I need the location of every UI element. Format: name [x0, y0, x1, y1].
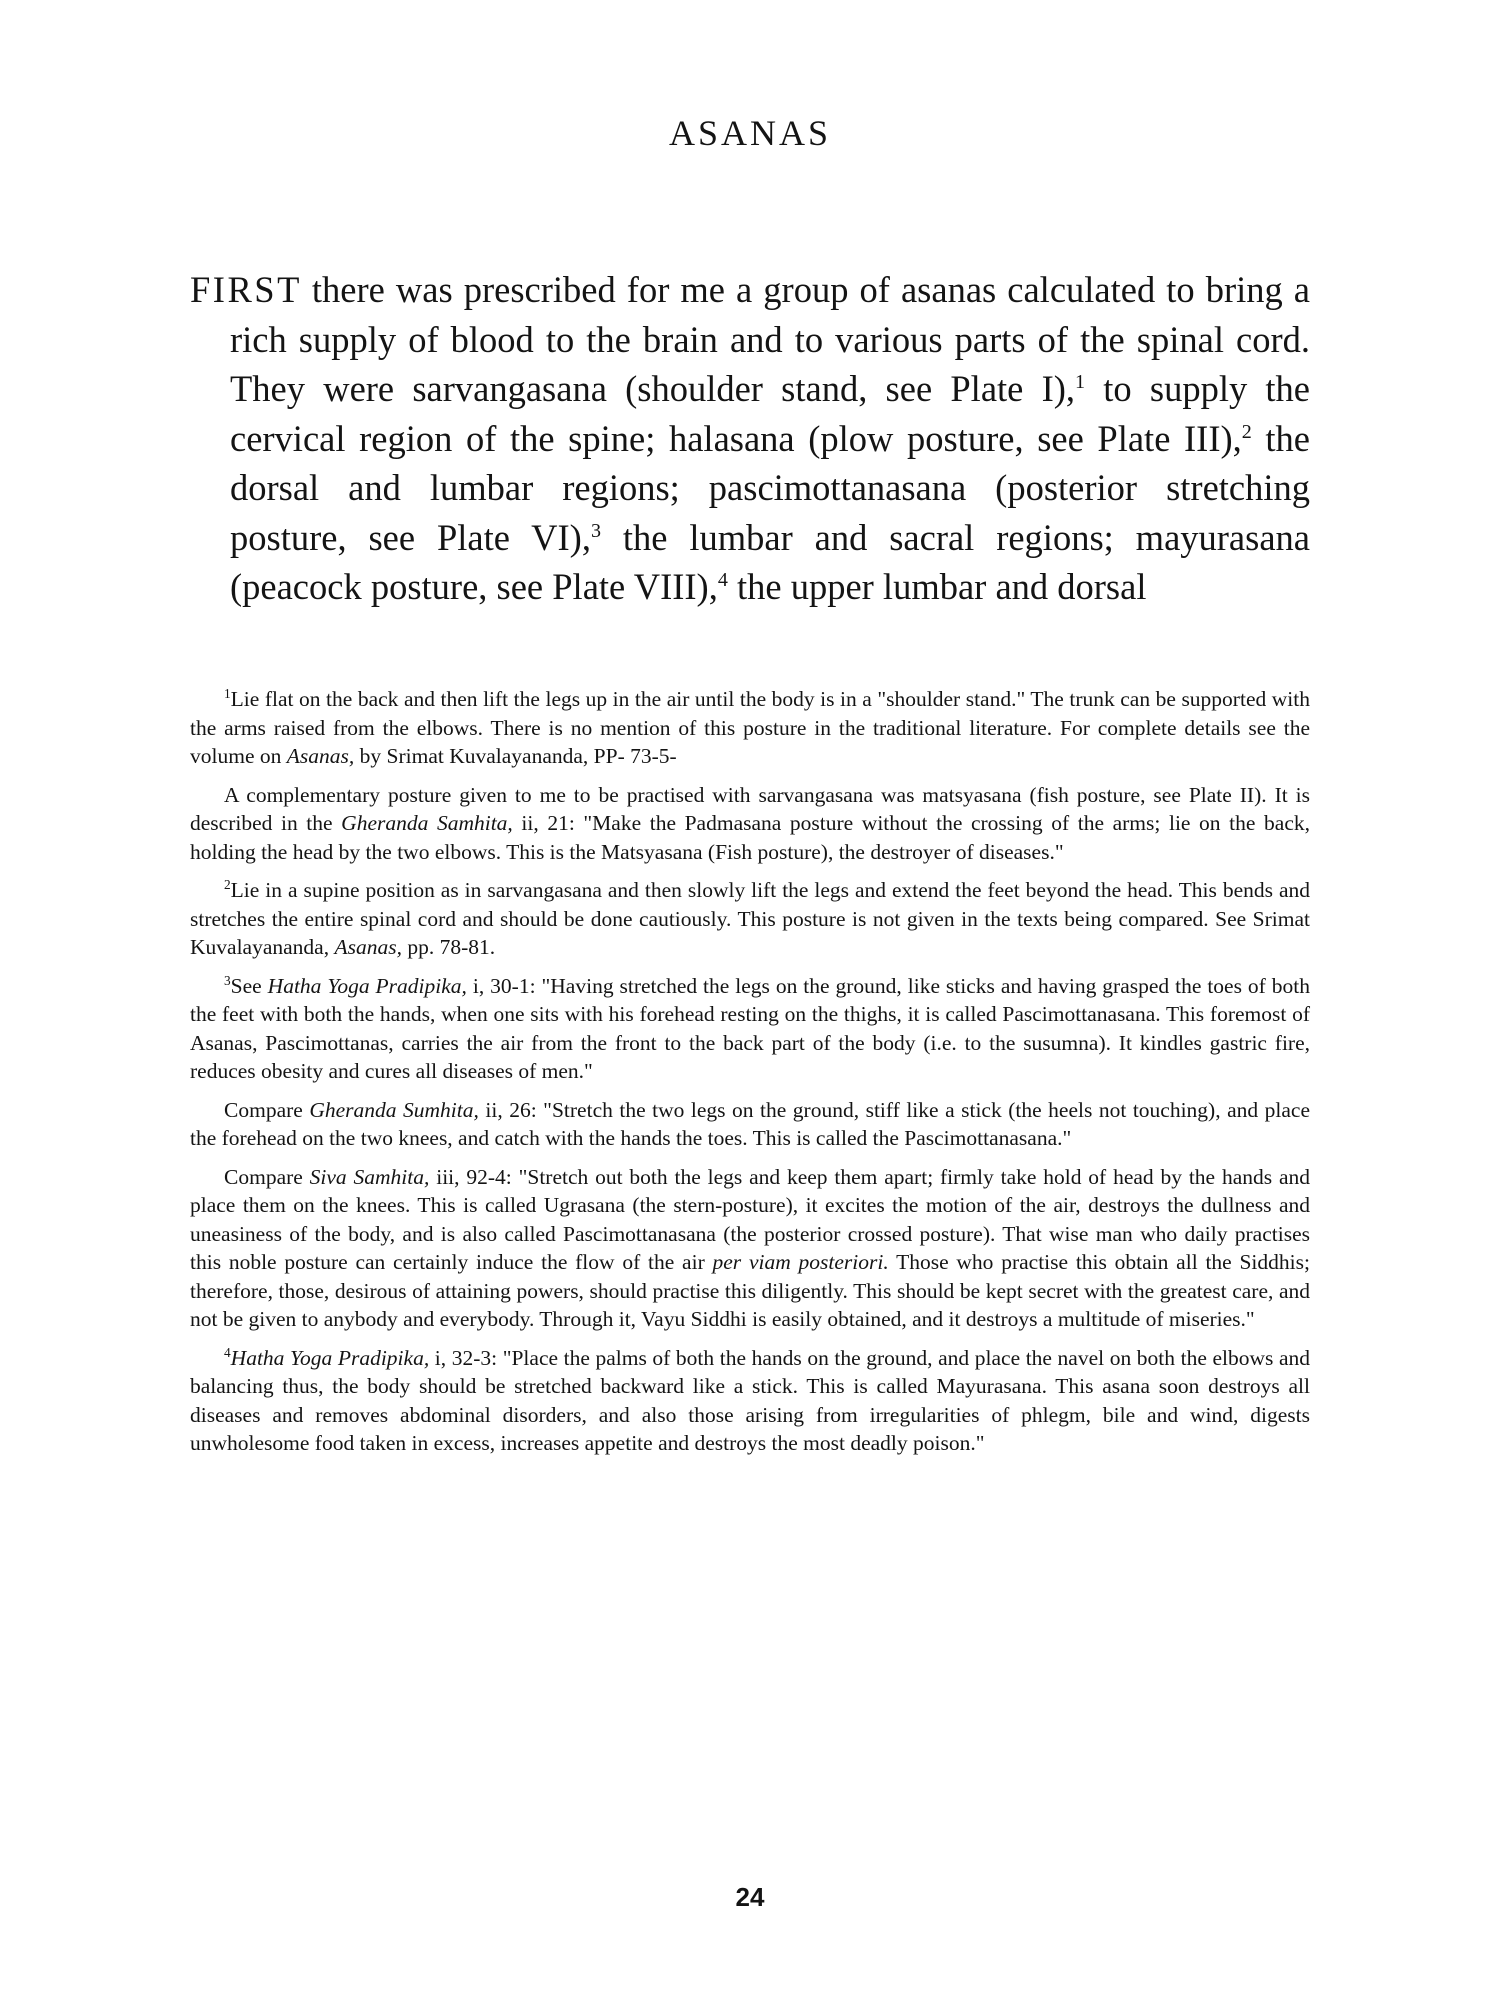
text-run: the dorsal and lumbar regions; pascimottanasana (posterior stretching posture, see Plate VI),: [230, 417, 1310, 558]
footnote-title: Gheranda Sumhita,: [309, 1097, 479, 1122]
footnote-text: ii, 21: "Make the Padmasana posture without the crossing of the arms; lie on the back, holding the head by the two elbows. This is the Matsyasana (Fish posture), the destroyer of diseases.": [190, 811, 1310, 864]
footnote-text: ii, 26: "Stretch the two legs on the ground, stiff like a stick (the heels not touching), and place the forehead on the two knees, and catch with the hands the toes. This is called the Pascimottanasana.": [190, 1097, 1310, 1150]
footnote-text: iii, 92-4: "Stretch out both the legs and keep them apart; firmly take hold of head by the hands and place them on the knees. This is called Ugrasana (the stern-posture), it excites the motion of the air, destroys the dullness and uneasiness of the body, and is also called Pascimottanasana (the posterior crossed posture). That wise man who daily practises this noble posture can certainly induce the flow of the air: [190, 1164, 1310, 1274]
footnote-mark: 2: [224, 876, 231, 892]
footnote-2: [190, 876, 1310, 962]
footnote-mark: 3: [224, 972, 231, 988]
footnote-title: Siva Samhita,: [309, 1164, 430, 1189]
footnote-title: Asanas,: [334, 935, 402, 959]
footnote-1-continued: [190, 781, 1310, 867]
footnote-text: by Srimat Kuvalayananda, PP- 73-5-: [354, 744, 677, 768]
footnote-text: Compare: [224, 1164, 310, 1189]
footnote-title: Hatha Yoga Pradipika,: [267, 973, 467, 998]
text-run: to supply the cervical region of the spine; halasana (plow posture, see Plate III),: [230, 368, 1311, 459]
footnote-ref: 3: [590, 519, 601, 542]
footnote-title: Gheranda Samhita,: [341, 811, 513, 835]
footnote-latin: per viam posteriori.: [712, 1250, 889, 1274]
text-run: the upper lumbar and dorsal: [727, 566, 1147, 607]
footnote-text: Those who practise this obtain all the Siddhis; therefore, those, desirous of attaining powers, should practise this diligently. This should be kept secret with the greatest care, and not be given to anybody and everybody. Through it, Vayu Siddhi is easily obtained, and it destroys a multitude of miseries.": [190, 1250, 1310, 1331]
footnotes: [190, 685, 1310, 1468]
paragraph-text: [190, 265, 1310, 612]
footnote-text: i, 30-1: "Having stretched the legs on the ground, like sticks and having grasped the toes of both the feet with both the hands, when one sits with his forehead resting on the thighs, it is called Pascimottanasana. This foremost of Asanas, Pascimottanas, carries the air from the front to the back part of the body (i.e. to the susumna). It kindles gastric fire, reduces obesity and cures all diseases of men.": [190, 973, 1310, 1083]
chapter-heading: ASANAS: [668, 113, 832, 153]
footnote-ref: 2: [1241, 420, 1252, 443]
footnote-ref: 1: [1075, 370, 1086, 393]
footnote-mark: 4: [224, 1344, 231, 1360]
page-number: 24: [735, 1882, 765, 1912]
text-run: there was prescribed for me a group of asanas calculated to bring a rich supply of blood to the brain and to various parts of the spinal cord. They were sarvangasana (shoulder stand, see Plate I),: [230, 269, 1310, 409]
footnote-text: i, 32-3: "Place the palms of both the hands on the ground, and place the navel on both the elbows and balancing thus, the body should be stretched backward like a stick. This is called Mayurasana. This asana soon destroys all diseases and removes abdominal disorders, and also those arising from irregularities of phlegm, bile and wind, digests unwholesome food taken in excess, increases appetite and destroys the most deadly poison.": [190, 1345, 1310, 1455]
footnote-ref: 4: [717, 568, 728, 591]
footnote-title: Asanas,: [286, 744, 355, 768]
footnote-text: Compare: [224, 1097, 310, 1122]
footnote-3-compare-siva: [190, 1163, 1310, 1334]
footnote-title: Hatha Yoga Pradipika,: [230, 1345, 430, 1370]
footnote-text: Lie in a supine position as in sarvangasana and then slowly lift the legs and extend the feet beyond the head. This bends and stretches the entire spinal cord and should be done cautiously. This posture is not given in the texts being compared. See Srimat Kuvalayananda,: [190, 878, 1310, 959]
footnote-3-compare-gheranda: [190, 1096, 1310, 1153]
footnote-text: See: [230, 973, 268, 998]
footnote-4: [190, 1344, 1310, 1458]
text-run: the lumbar and sacral regions; mayurasana (peacock posture, see Plate VIII),: [230, 516, 1310, 607]
lead-word: FIRST: [190, 269, 302, 310]
footnote-3: [190, 972, 1310, 1086]
footnote-text: A complementary posture given to me to be practised with sarvangasana was matsyasana (fish posture, see Plate II). It is described in the: [190, 782, 1310, 835]
main-paragraph: [190, 265, 1310, 612]
footnote-text: Lie flat on the back and then lift the legs up in the air until the body is in a "shoulder stand." The trunk can be supported with the arms raised from the elbows. There is no mention of this posture in the traditional literature. For complete details see the volume on: [190, 687, 1310, 768]
footnote-1: [190, 685, 1310, 771]
footnote-mark: 1: [224, 685, 231, 701]
footnote-text: pp. 78-81.: [401, 935, 496, 959]
